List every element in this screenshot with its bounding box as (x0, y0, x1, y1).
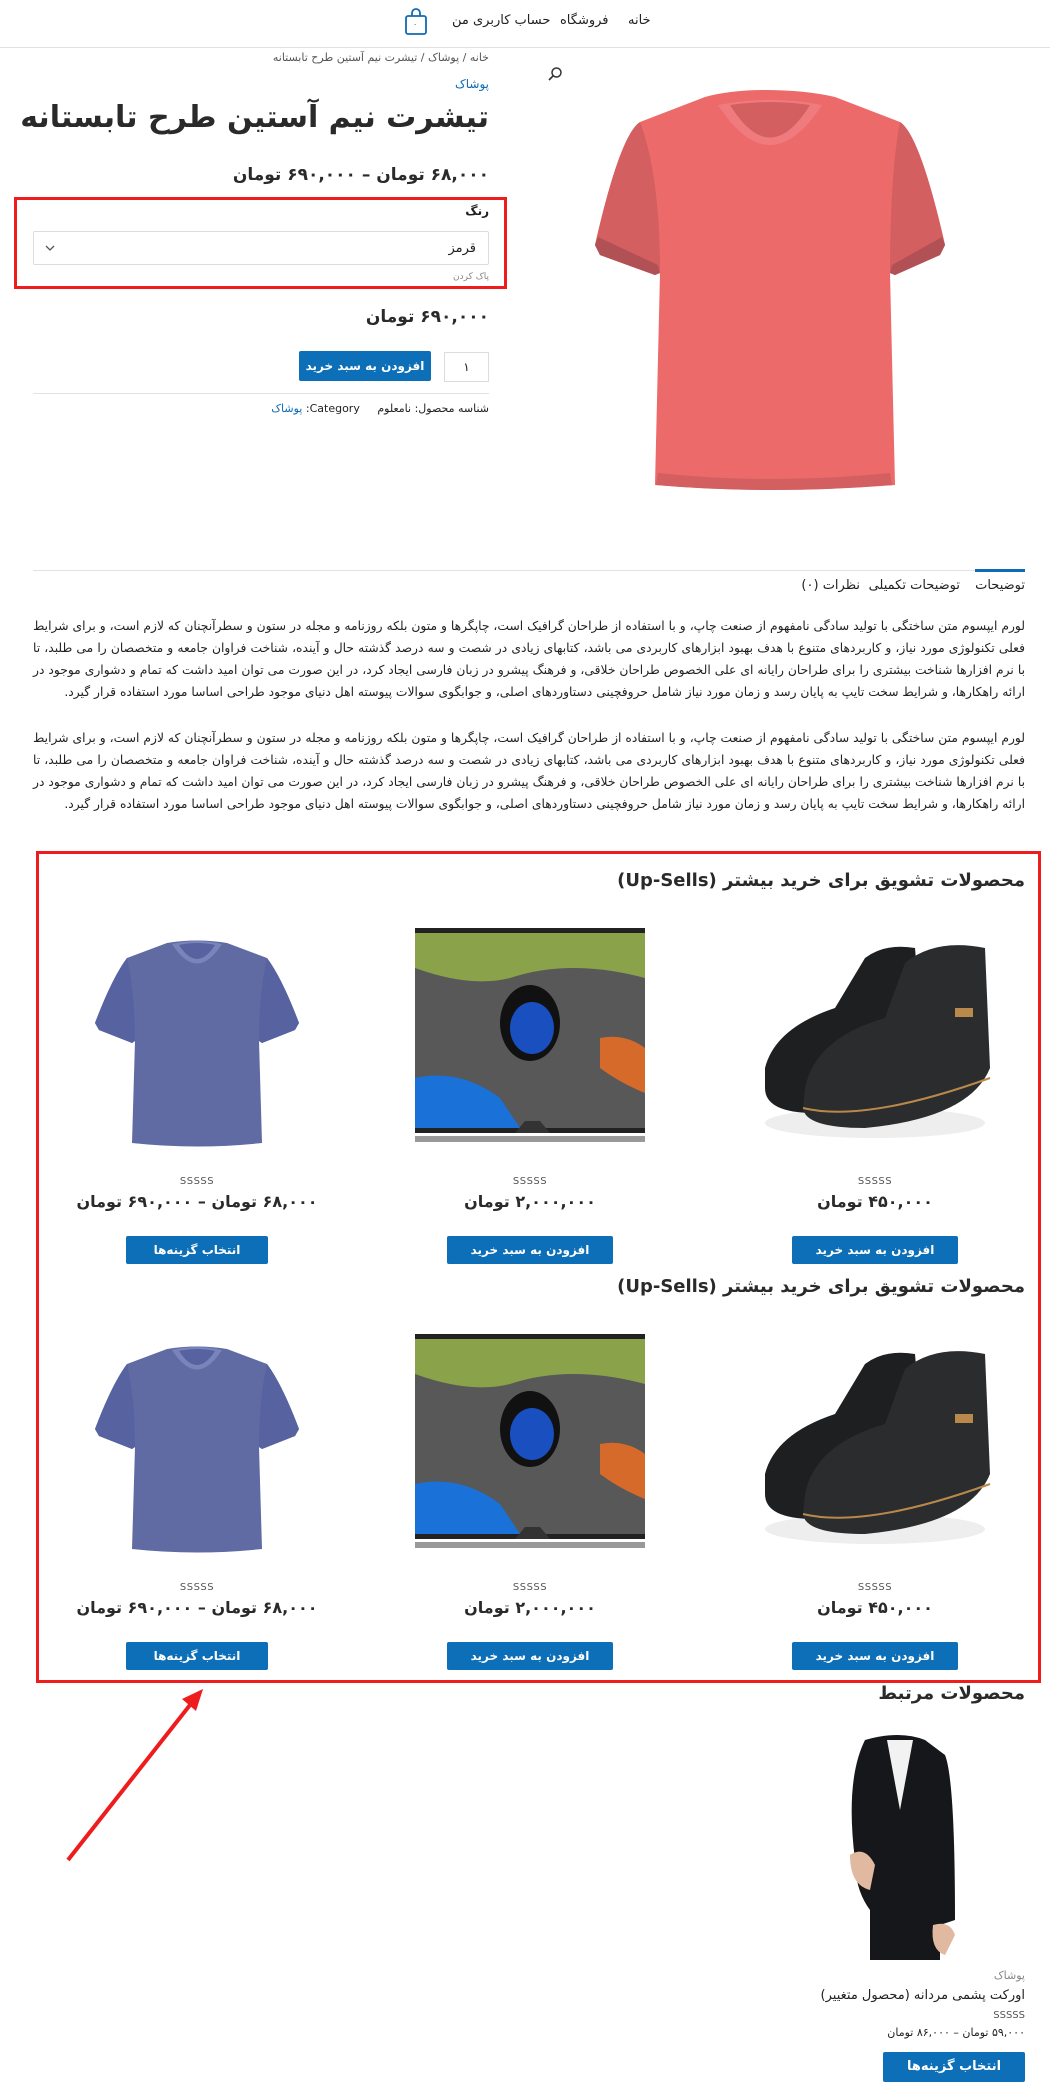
product-image-tv[interactable] (410, 1324, 650, 1554)
product-card (400, 1324, 660, 1663)
color-select[interactable] (33, 231, 489, 265)
category-value-link[interactable]: پوشاک (271, 402, 303, 415)
product-meta (271, 402, 489, 415)
product-image-boots[interactable] (755, 918, 995, 1148)
cart-count: ۰ (413, 20, 418, 29)
variation-label: رنگ (465, 204, 489, 218)
category-label: Category: (305, 402, 360, 415)
cart-button[interactable] (404, 8, 428, 36)
color-select-value: قرمز (448, 241, 476, 256)
product-card (67, 918, 327, 1257)
divider (33, 393, 489, 394)
related-product-card (775, 1720, 1025, 2090)
quantity-input[interactable]: ۱ (444, 352, 489, 382)
product-price: ۶۸,۰۰۰ تومان – ۶۹۰,۰۰۰ تومان (76, 1192, 318, 1211)
breadcrumb-home[interactable]: خانه (469, 51, 489, 64)
product-card (745, 918, 1005, 1257)
clear-variation-link[interactable]: پاک کردن (452, 272, 489, 282)
nav-item-my-account[interactable]: حساب کاربری من (452, 13, 551, 28)
active-tab-indicator (975, 569, 1025, 572)
magnify-zoom-icon[interactable] (547, 66, 563, 82)
product-price: ۲,۰۰۰,۰۰۰ تومان (464, 1192, 596, 1211)
select-options-button[interactable]: انتخاب گزینه‌ها (883, 2052, 1025, 2082)
star-rating: SSSSS (179, 1176, 215, 1187)
product-image-blue-tshirt[interactable] (77, 1324, 317, 1554)
tab-additional-info[interactable]: توضیحات تکمیلی (868, 578, 960, 593)
add-to-cart-button[interactable]: افزودن به سبد خرید (447, 1236, 613, 1264)
nav-item-home[interactable]: خانه (628, 13, 651, 28)
annotation-arrow-icon (60, 1685, 210, 1865)
product-image-black-suit[interactable] (815, 1720, 985, 1960)
product-card (400, 918, 660, 1257)
product-price: ۲,۰۰۰,۰۰۰ تومان (464, 1598, 596, 1617)
sku-value: نامعلوم (377, 402, 412, 415)
breadcrumb-separator: / (459, 51, 470, 64)
breadcrumb (273, 51, 489, 64)
top-navigation (0, 0, 1050, 48)
related-products-title: محصولات مرتبط (878, 1683, 1025, 1704)
nav-item-shop[interactable]: فروشگاه (560, 13, 609, 28)
product-category-link[interactable]: پوشاک (455, 77, 489, 91)
product-title: تیشرت نیم آستین طرح تابستانه (20, 100, 489, 135)
add-to-cart-button[interactable]: افزودن به سبد خرید (792, 1642, 958, 1670)
sku-label: شناسه محصول: (414, 402, 489, 415)
star-rating: SSSSS (993, 2010, 1025, 2021)
star-rating: SSSSS (857, 1582, 893, 1593)
product-price: ۴۵۰,۰۰۰ تومان (817, 1192, 933, 1211)
add-to-cart-button[interactable]: افزودن به سبد خرید (447, 1642, 613, 1670)
breadcrumb-category[interactable]: پوشاک (428, 51, 460, 64)
product-image-red-tshirt[interactable] (590, 85, 950, 505)
product-image-tv[interactable] (410, 918, 650, 1148)
related-product-price: ۵۹,۰۰۰ تومان – ۸۶,۰۰۰ تومان (887, 2026, 1025, 2039)
product-price: ۴۵۰,۰۰۰ تومان (817, 1598, 933, 1617)
chevron-down-icon (44, 242, 56, 254)
description-paragraph: لورم ایپسوم متن ساختگی با تولید سادگی نامفهوم از صنعت چاپ، و با استفاده از طراحان گرافیک است، چاپگرها و متون بلکه روزنامه و مجله در ستون و سطرآنچنان که لازم است، و برای شرایط فعلی تکنولوژی مورد نیاز، و کاربردهای متنوع با هدف بهبود ابزارهای کاربردی می باشد، کتابهای زیادی در شصت و سه درصد گذشته حال و آینده، شناخت فراوان جامعه و متخصصان را می طلبد، تا با نرم افزارها شناخت بیشتری را برای طراحان رایانه ای علی الخصوص طراحان خلاقی، و فرهنگ پیشرو در زبان فارسی ایجاد کرد، در این صورت می توان امید داشت که تمام و دشواری موجود در ارائه راهکارها، و شرایط سخت تایپ به پایان رسد و زمان مورد نیاز شامل حروفچینی دستاوردهای اصلی، و جوابگوی سوالات پیوسته اهل دنیای موجود طراحی اساسا مورد استفاده قرار گیرد. (33, 619, 1025, 699)
select-options-button[interactable]: انتخاب گزینه‌ها (126, 1642, 268, 1670)
description-paragraph: لورم ایپسوم متن ساختگی با تولید سادگی نامفهوم از صنعت چاپ، و با استفاده از طراحان گرافیک است، چاپگرها و متون بلکه روزنامه و مجله در ستون و سطرآنچنان که لازم است، و برای شرایط فعلی تکنولوژی مورد نیاز، و کاربردهای متنوع با هدف بهبود ابزارهای کاربردی می باشد، کتابهای زیادی در شصت و سه درصد گذشته حال و آینده، شناخت فراوان جامعه و متخصصان را می طلبد، تا با نرم افزارها شناخت بیشتری را برای طراحان رایانه ای علی الخصوص طراحان خلاقی، و فرهنگ پیشرو در زبان فارسی ایجاد کرد، در این صورت می توان امید داشت که تمام و دشواری موجود در ارائه راهکارها، و شرایط سخت تایپ به پایان رسد و زمان مورد نیاز شامل حروفچینی دستاوردهای اصلی، و جوابگوی سوالات پیوسته اهل دنیای موجود طراحی اساسا مورد استفاده قرار گیرد. (33, 731, 1025, 811)
variation-price: ۶۹۰,۰۰۰ تومان (365, 307, 489, 327)
upsells-title: محصولات تشویق برای خرید بیشتر (Up-Sells) (617, 1276, 1025, 1297)
tab-description[interactable]: توضیحات (975, 578, 1025, 593)
tabs-divider (33, 570, 1023, 571)
tab-reviews[interactable]: نظرات (۰) (801, 578, 860, 593)
product-price: ۶۸,۰۰۰ تومان – ۶۹۰,۰۰۰ تومان (76, 1598, 318, 1617)
breadcrumb-separator: / (417, 51, 428, 64)
add-to-cart-button[interactable]: افزودن به سبد خرید (792, 1236, 958, 1264)
select-options-button[interactable]: انتخاب گزینه‌ها (126, 1236, 268, 1264)
breadcrumb-current: تیشرت نیم آستین طرح تابستانه (272, 51, 418, 64)
upsells-title: محصولات تشویق برای خرید بیشتر (Up-Sells) (617, 870, 1025, 891)
add-to-cart-button[interactable]: افزودن به سبد خرید (299, 351, 431, 381)
star-rating: SSSSS (512, 1582, 548, 1593)
price-range: ۶۸,۰۰۰ تومان – ۶۹۰,۰۰۰ تومان (232, 165, 489, 185)
related-product-category: پوشاک (993, 1969, 1025, 1982)
product-image-blue-tshirt[interactable] (77, 918, 317, 1148)
product-card (745, 1324, 1005, 1663)
related-product-name[interactable]: اورکت پشمی مردانه (محصول متغییر) (820, 1988, 1025, 2003)
star-rating: SSSSS (857, 1176, 893, 1187)
star-rating: SSSSS (512, 1176, 548, 1187)
product-image-boots[interactable] (755, 1324, 995, 1554)
star-rating: SSSSS (179, 1582, 215, 1593)
product-card (67, 1324, 327, 1663)
